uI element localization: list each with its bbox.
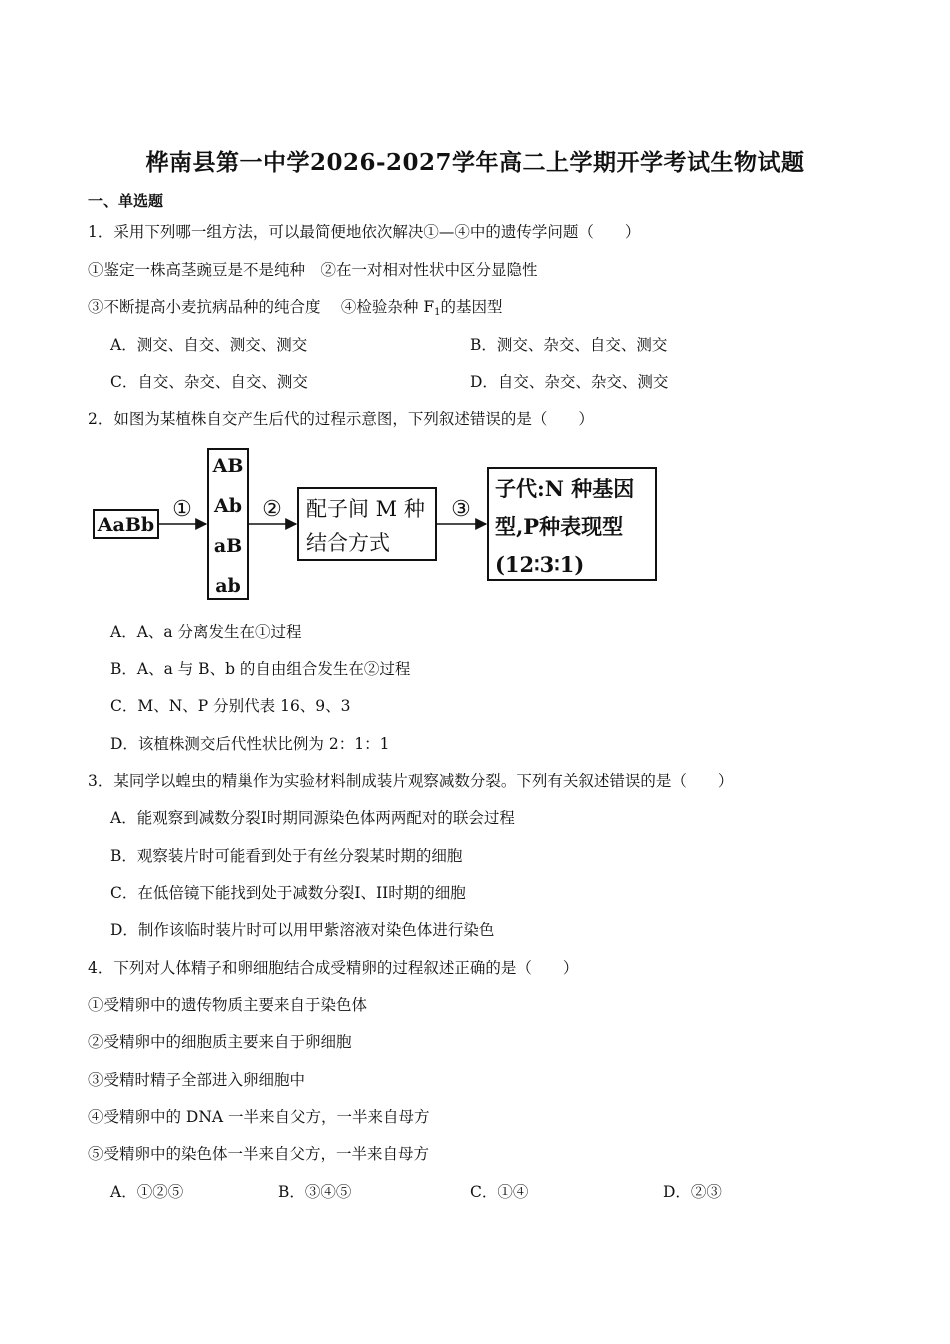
fertilization-line1: 配子间 M 种 [306,497,425,521]
q2-option-d: D．该植株测交后代性状比例为 2：1：1 [110,735,390,753]
q2-stem: 2．如图为某植株自交产生后代的过程示意图，下列叙述错误的是（ ） [88,410,594,428]
q1-option-b: B．测交、杂交、自交、测交 [470,336,668,354]
q3-option-c: C．在低倍镜下能找到处于减数分裂I、II时期的细胞 [110,884,466,902]
step-2-label: ② [262,497,282,522]
q2-option-c: C．M、N、P 分别代表 16、9、3 [110,697,351,715]
q2-option-a: A．A、a 分离发生在①过程 [110,623,302,641]
process-diagram [90,446,670,606]
q3-stem: 3．某同学以蝗虫的精巢作为实验材料制成装片观察减数分裂。下列有关叙述错误的是（ ） [88,772,734,790]
q1-option-a: A．测交、自交、测交、测交 [110,336,308,354]
step-3-label: ③ [451,497,471,522]
step-1-label: ① [172,497,192,522]
offspring-line3: (12∶3∶1) [495,552,585,577]
q4-statement-3: ③受精时精子全部进入卵细胞中 [88,1071,306,1089]
gamete-ab-lowerupper: aB [213,535,243,557]
q1-stem: 1．采用下列哪一组方法，可以最简便地依次解决①—④中的遗传学问题（ ） [88,223,641,241]
page-title: 桦南县第一中学2026-2027学年高二上学期开学考试生物试题 [145,149,805,176]
q4-statement-1: ①受精卵中的遗传物质主要来自于染色体 [88,996,368,1014]
q4-stem: 4．下列对人体精子和卵细胞结合成受精卵的过程叙述正确的是（ ） [88,959,579,977]
offspring-line1: 子代:N 种基因 [495,476,635,501]
q4-option-d: D．②③ [663,1183,722,1201]
section-heading: 一、单选题 [88,192,164,210]
q3-option-d: D．制作该临时装片时可以用甲紫溶液对染色体进行染色 [110,921,495,939]
q4-option-b: B．③④⑤ [278,1183,352,1201]
parent-genotype: AaBb [97,514,155,536]
offspring-line2: 型,P种表现型 [495,514,624,539]
q4-statement-2: ②受精卵中的细胞质主要来自于卵细胞 [88,1033,352,1051]
q1-option-c: C．自交、杂交、自交、测交 [110,373,308,391]
q4-statement-5: ⑤受精卵中的染色体一半来自父方，一半来自母方 [88,1145,430,1163]
q1-option-d: D．自交、杂交、杂交、测交 [470,373,669,391]
gamete-ab-lower: ab [215,575,241,597]
fertilization-line2: 结合方式 [306,531,390,555]
q2-option-b: B．A、a 与 B、b 的自由组合发生在②过程 [110,660,411,678]
q4-option-c: C．①④ [470,1183,529,1201]
q1-line1: ①鉴定一株高茎豌豆是不是纯种 ②在一对相对性状中区分显隐性 [88,261,538,279]
gamete-ab-mixed: Ab [213,495,243,517]
q4-option-a: A．①②⑤ [110,1183,184,1201]
gamete-ab-upper: AB [212,455,244,477]
q3-option-b: B．观察装片时可能看到处于有丝分裂某时期的细胞 [110,847,463,865]
q3-option-a: A．能观察到减数分裂I时期同源染色体两两配对的联会过程 [110,809,515,827]
q1-line2: ③不断提高小麦抗病品种的纯合度 ④检验杂种 $F_1$的基因型 [88,298,503,318]
q4-statement-4: ④受精卵中的 DNA 一半来自父方，一半来自母方 [88,1108,430,1126]
